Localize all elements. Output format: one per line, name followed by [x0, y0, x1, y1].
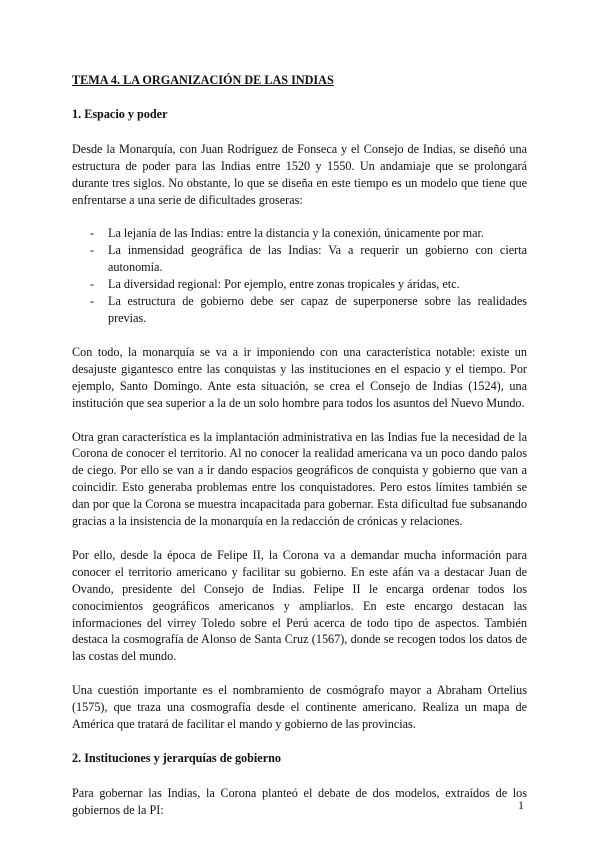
list-item-text: La lejanía de las Indias: entre la distancia y la conexión, únicamente por mar. — [108, 226, 484, 241]
bullet-dash: - — [90, 243, 95, 258]
document-title: TEMA 4. LA ORGANIZACIÓN DE LAS INDIAS — [72, 73, 334, 87]
paragraph-1: Desde la Monarquía, con Juan Rodríguez de Fonseca y el Consejo de Indias, se diseñó una estructura de poder para las Indias entre 1520 y 1550. Un andamiaje que se prolongará durante tres siglos. No obstante, lo que se diseña en este tiempo es un modelo que tiene que enfrentarse a una serie de dificultades groseras: — [72, 141, 527, 207]
list-item-text: La estructura de gobierno debe ser capaz de superponerse sobre las realidades previas. — [108, 294, 527, 325]
list-item-text: La inmensidad geográfica de las Indias: Va a requerir un gobierno con cierta autonomía. — [108, 243, 527, 275]
list-item — [72, 225, 527, 242]
list-item-text: La diversidad regional: Por ejemplo, entre zonas tropicales y áridas, etc. — [108, 277, 460, 292]
paragraph-6: Para gobernar las Indias, la Corona planteó el debate de dos modelos, extraídos de los gobiernos de la PI: — [72, 785, 527, 817]
paragraph-4: Por ello, desde la época de Felipe II, la Corona va a demandar mucha información para conocer el territorio americano y facilitar su gobierno. En este afán va a destacar Juan de Ovando, presidente del Consejo de Indias. Felipe II le encarga ordenar todos los conocimientos geográficos americanos y ampliarlos. En este encargo destacan las informaciones del virrey Toledo sobre el Perú acerca de todo tipo de aspectos. También destaca la cosmografía de Alonso de Santa Cruz (1567), donde se recogen todos los datos de las costas del mundo. — [72, 547, 527, 664]
paragraph-3: Otra gran característica es la implantación administrativa en las Indias fue la necesidad de la Corona de conocer el territorio. Al no conocer la realidad americana va un poco dando palos de ciego. Por ello se van a ir dando espacios geográficos de conquista y gobierno que van a coincidir. Esto generaba problemas entre los conquistadores. Pero estos límites también se dan por que la Corona se muestra incapacitada para gobernar. Esta dificultad fue subsanando gracias a la insistencia de la monarquía en la redacción de crónicas y relaciones. — [72, 429, 527, 529]
document-body — [72, 72, 527, 836]
list-item — [72, 293, 527, 327]
section-heading-2: 2. Instituciones y jerarquías de gobierno — [72, 751, 282, 765]
paragraph-5: Una cuestión importante es el nombramiento de cosmógrafo mayor a Abraham Ortelius (1575), que traza una cosmografía desde el continente americano. Realiza un mapa de América que tratará de facilitar el mando y gobierno de las provincias. — [72, 683, 527, 732]
paragraph-2: Con todo, la monarquía se va a ir imponiendo con una característica notable: existe un desajuste gigantesco entre las conquistas y las instituciones en el espacio y el tiempo. Por ejemplo, Santo Domingo. Ante esta situación, se crea el Consejo de Indias (1524), una institución que sea superior a la de un solo hombre para todos los asuntos del Nuevo Mundo. — [72, 344, 527, 410]
section-heading-1: 1. Espacio y poder — [72, 106, 168, 121]
list-item — [72, 276, 527, 293]
page-number: 1 — [518, 798, 524, 812]
list-item — [72, 242, 527, 276]
bullet-dash: - — [90, 226, 95, 241]
bullet-dash: - — [90, 294, 95, 309]
bullet-dash: - — [90, 277, 95, 292]
difficulties-list — [72, 225, 527, 326]
